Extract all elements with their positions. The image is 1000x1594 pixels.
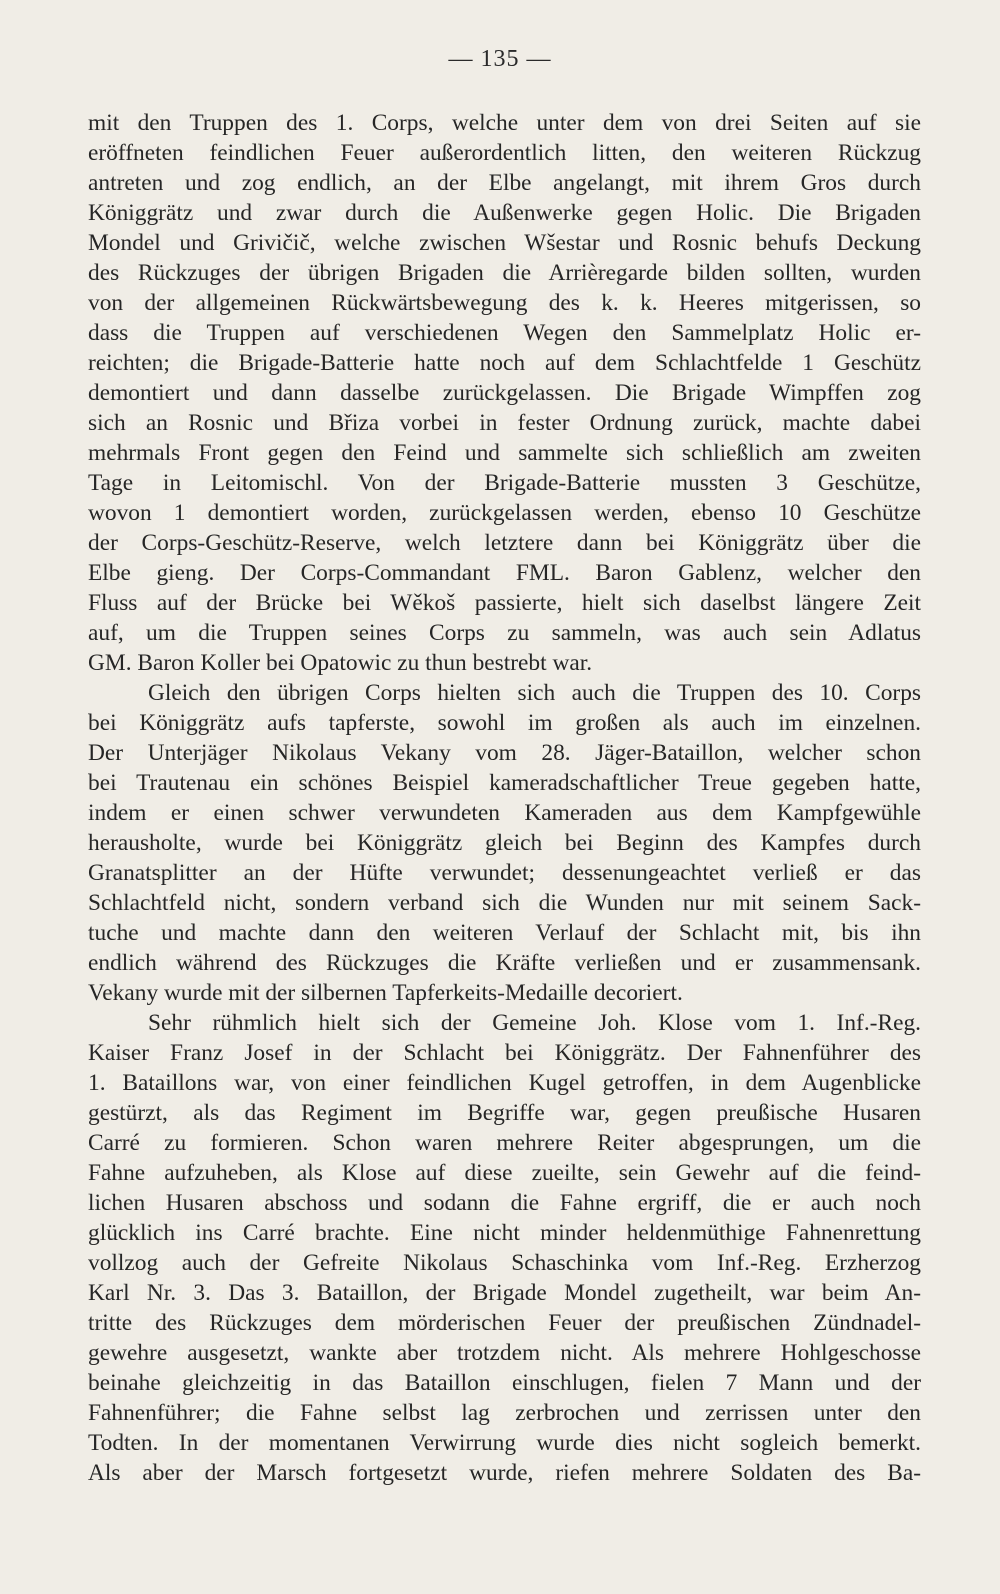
text-line: gestürzt, als das Regiment im Begriffe war, gegen preußische Husaren [88, 1100, 921, 1126]
text-line: Elbe gieng. Der Corps-Commandant FML. Baron Gablenz, welcher den [88, 560, 921, 586]
text-line: demontiert und dann dasselbe zurückgelassen. Die Brigade Wimpffen zog [88, 380, 921, 406]
text-line: vollzog auch der Gefreite Nikolaus Schaschinka vom Inf.-Reg. Erzherzog [88, 1250, 921, 1276]
text-line: Todten. In der momentanen Verwirrung wurde dies nicht sogleich bemerkt. [88, 1430, 921, 1456]
text-line: GM. Baron Koller bei Opatowic zu thun bestrebt war. [88, 650, 593, 676]
text-line: Fahnenführer; die Fahne selbst lag zerbrochen und zerrissen unter den [88, 1400, 921, 1426]
text-line: von der allgemeinen Rückwärtsbewegung des k. k. Heeres mitgerissen, so [88, 290, 921, 316]
text-line: Sehr rühmlich hielt sich der Gemeine Joh. Klose vom 1. Inf.-Reg. [148, 1010, 921, 1036]
text-line: Schlachtfeld nicht, sondern verband sich die Wunden nur mit seinem Sack- [88, 890, 921, 916]
text-line: der Corps-Geschütz-Reserve, welch letztere dann bei Königgrätz über die [88, 530, 921, 556]
text-line: des Rückzuges der übrigen Brigaden die Arrièregarde bilden sollten, wurden [88, 260, 921, 286]
text-line: gewehre ausgesetzt, wankte aber trotzdem nicht. Als mehrere Hohlgeschosse [88, 1340, 921, 1366]
text-line: antreten und zog endlich, an der Elbe angelangt, mit ihrem Gros durch [88, 170, 921, 196]
text-line: Mondel und Grivičič, welche zwischen Wšestar und Rosnic behufs Deckung [88, 230, 921, 256]
text-line: beinahe gleichzeitig in das Bataillon einschlugen, fielen 7 Mann und der [88, 1370, 921, 1396]
text-line: bei Königgrätz aufs tapferste, sowohl im großen als auch im einzelnen. [88, 710, 921, 736]
text-line: Tage in Leitomischl. Von der Brigade-Batterie mussten 3 Geschütze, [88, 470, 921, 496]
text-line: Vekany wurde mit der silbernen Tapferkeits-Medaille decoriert. [88, 980, 683, 1006]
text-line: 1. Bataillons war, von einer feindlichen Kugel getroffen, in dem Augenblicke [88, 1070, 921, 1096]
text-line: tritte des Rückzuges dem mörderischen Feuer der preußischen Zündnadel- [88, 1310, 921, 1336]
text-line: Königgrätz und zwar durch die Außenwerke gegen Holic. Die Brigaden [88, 200, 921, 226]
text-line: Kaiser Franz Josef in der Schlacht bei Königgrätz. Der Fahnenführer des [88, 1040, 921, 1066]
text-line: dass die Truppen auf verschiedenen Wegen den Sammelplatz Holic er- [88, 320, 921, 346]
text-line: tuche und machte dann den weiteren Verlauf der Schlacht mit, bis ihn [88, 920, 921, 946]
text-line: Als aber der Marsch fortgesetzt wurde, riefen mehrere Soldaten des Ba- [88, 1460, 921, 1486]
text-line: reichten; die Brigade-Batterie hatte noch auf dem Schlachtfelde 1 Geschütz [88, 350, 921, 376]
text-line: mehrmals Front gegen den Feind und sammelte sich schließlich am zweiten [88, 440, 921, 466]
body-text [88, 108, 921, 1488]
text-line: Carré zu formieren. Schon waren mehrere Reiter abgesprungen, um die [88, 1130, 921, 1156]
text-line: Granatsplitter an der Hüfte verwundet; dessenungeachtet verließ er das [88, 860, 921, 886]
text-line: indem er einen schwer verwundeten Kameraden aus dem Kampfgewühle [88, 800, 921, 826]
text-line: Fluss auf der Brücke bei Wěkoš passierte, hielt sich daselbst längere Zeit [88, 590, 921, 616]
text-line: Karl Nr. 3. Das 3. Bataillon, der Brigade Mondel zugetheilt, war beim An- [88, 1280, 921, 1306]
page-number: — 135 — [448, 46, 552, 72]
text-line: auf, um die Truppen seines Corps zu sammeln, was auch sein Adlatus [88, 620, 921, 646]
text-line: endlich während des Rückzuges die Kräfte verließen und er zusammensank. [88, 950, 921, 976]
text-line: wovon 1 demontiert worden, zurückgelassen werden, ebenso 10 Geschütze [88, 500, 921, 526]
text-line: herausholte, wurde bei Königgrätz gleich bei Beginn des Kampfes durch [88, 830, 921, 856]
text-line: glücklich ins Carré brachte. Eine nicht minder heldenmüthige Fahnenrettung [88, 1220, 921, 1246]
text-line: Der Unterjäger Nikolaus Vekany vom 28. Jäger-Bataillon, welcher schon [88, 740, 921, 766]
text-line: mit den Truppen des 1. Corps, welche unter dem von drei Seiten auf sie [88, 110, 921, 136]
text-line: lichen Husaren abschoss und sodann die Fahne ergriff, die er auch noch [88, 1190, 921, 1216]
text-line: sich an Rosnic und Břiza vorbei in fester Ordnung zurück, machte dabei [88, 410, 921, 436]
text-line: bei Trautenau ein schönes Beispiel kameradschaftlicher Treue gegeben hatte, [88, 770, 921, 796]
text-line: Fahne aufzuheben, als Klose auf diese zueilte, sein Gewehr auf die feind- [88, 1160, 921, 1186]
text-line: Gleich den übrigen Corps hielten sich auch die Truppen des 10. Corps [148, 680, 921, 706]
text-line: eröffneten feindlichen Feuer außerordentlich litten, den weiteren Rückzug [88, 140, 921, 166]
